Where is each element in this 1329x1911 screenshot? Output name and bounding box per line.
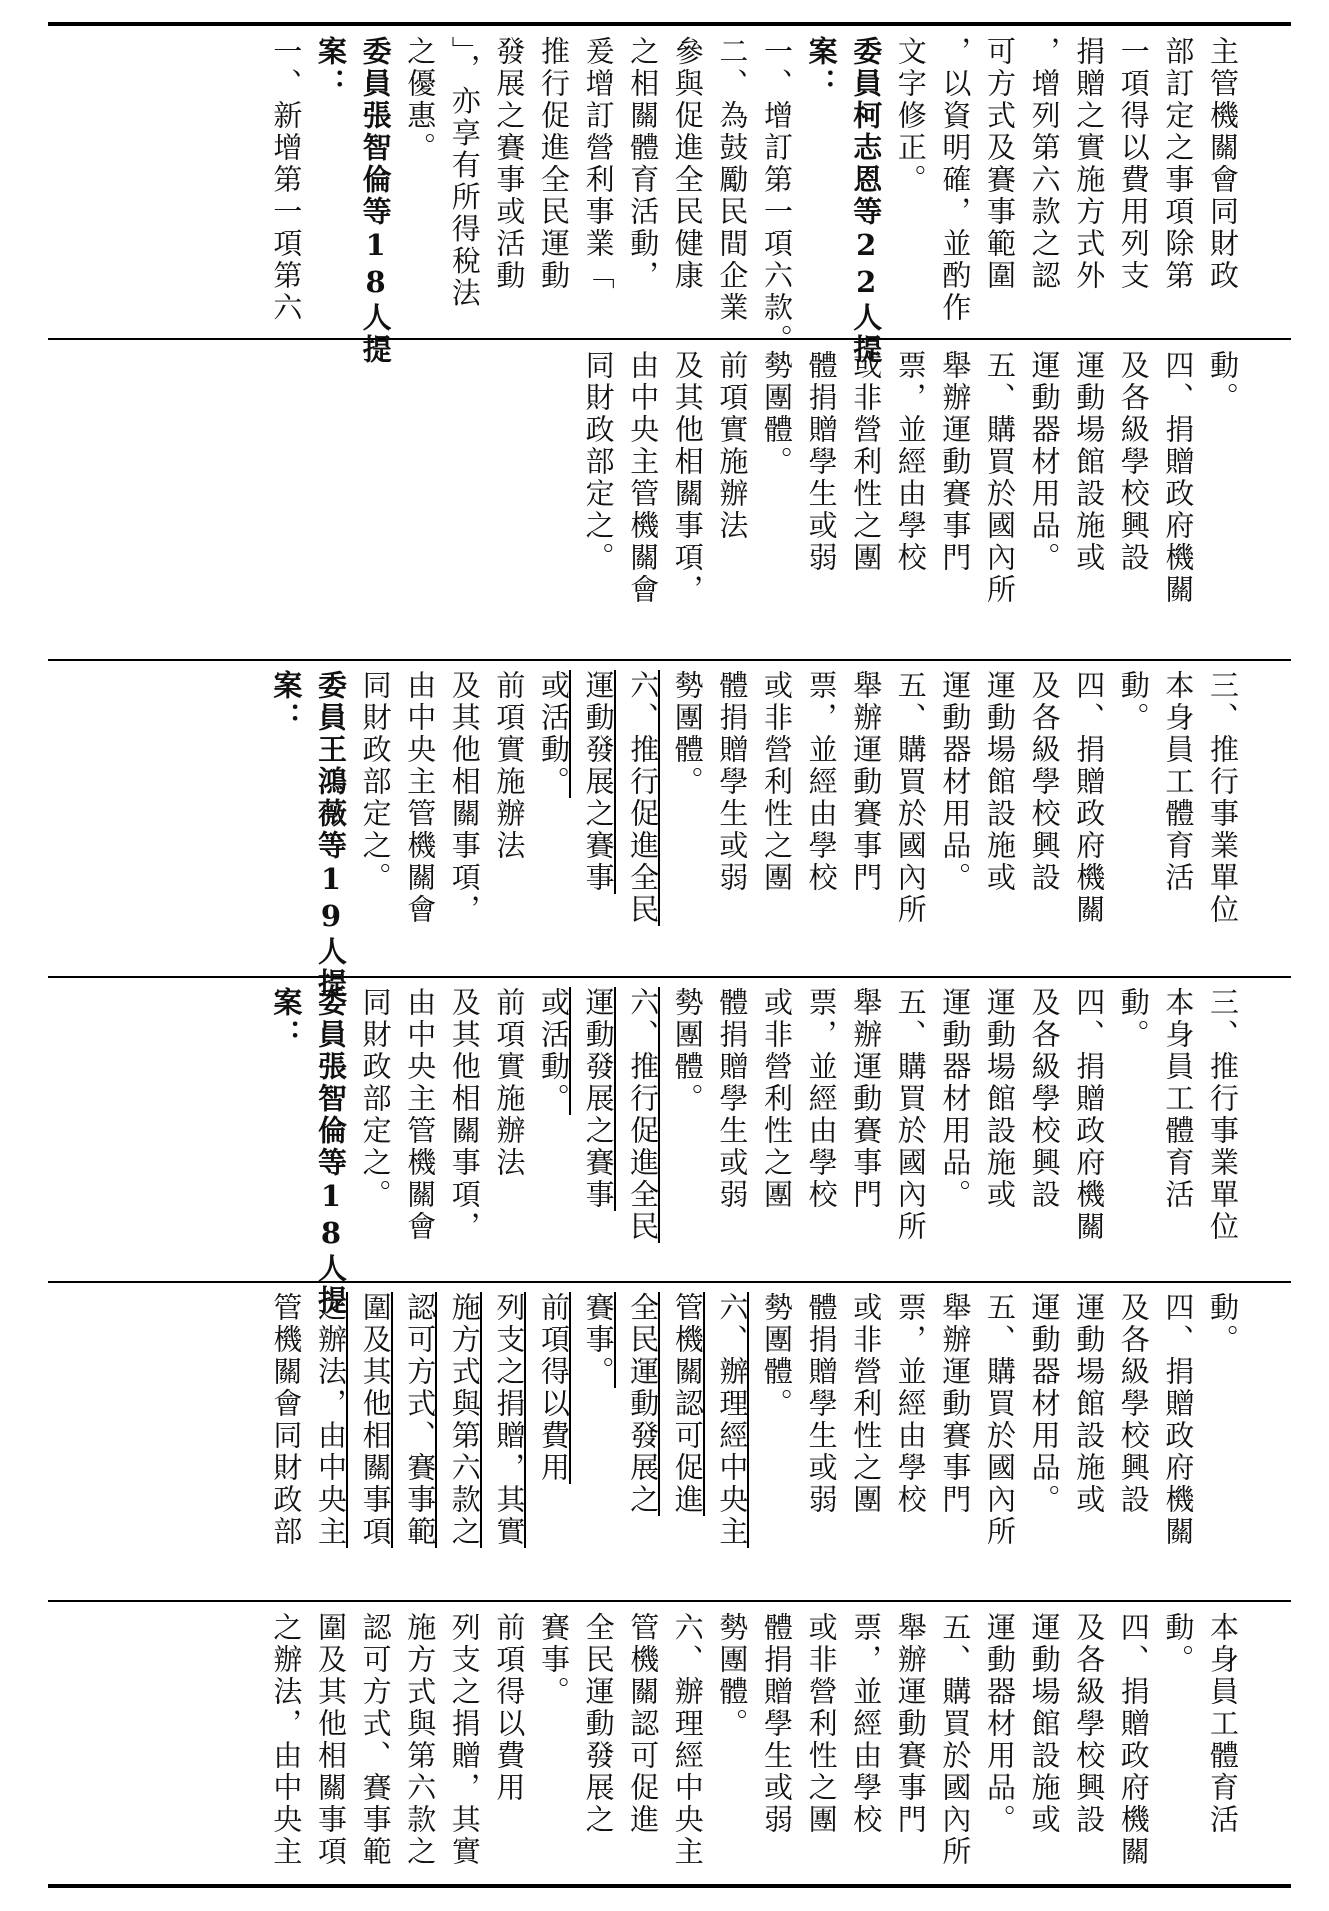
text-line: 前項實施辦法: [492, 670, 527, 862]
text-line: 運動發展之賽事: [581, 987, 616, 1211]
text-line: 動。: [1161, 1612, 1196, 1676]
text-line: 發展之賽事或活動: [492, 36, 527, 292]
proposal-heading: 案：: [269, 670, 304, 734]
text-line: 及其他相關事項，: [447, 987, 482, 1243]
text-line: 及其他相關事項，: [670, 350, 705, 606]
text-line: 或非營利性之團: [849, 350, 884, 574]
section-divider: [48, 659, 1291, 661]
text-line: 體捐贈學生或弱: [760, 1612, 794, 1836]
text-line: 施方式與第六款之: [403, 1612, 438, 1868]
proposal-heading: 委員張智倫等18人提: [314, 987, 348, 1317]
proposal-heading: 案：: [804, 36, 839, 100]
text-line: 前項得以費用: [492, 1612, 527, 1804]
text-line: 一項得以費用列支: [1116, 36, 1151, 292]
text-line: 一、新增第一項第六: [269, 36, 304, 324]
text-line: 動。: [1206, 350, 1240, 414]
text-line: 六、推行促進全民: [626, 670, 661, 926]
text-line: 勢團體。: [670, 670, 705, 798]
text-line: 全民運動發展之: [581, 1612, 616, 1836]
text-line: 本身員工體育活: [1161, 670, 1196, 894]
text-line: 圍及其他相關事項: [314, 1612, 348, 1868]
text-line: 本身員工體育活: [1206, 1612, 1240, 1836]
text-line: 舉辦運動賽事門: [849, 987, 884, 1211]
section-divider: [48, 976, 1291, 978]
text-line: 或非營利性之團: [760, 987, 794, 1211]
column-section-5: [48, 1292, 1291, 1596]
text-line: 三、推行事業單位: [1206, 670, 1240, 926]
text-line: 勢團體。: [760, 1292, 794, 1420]
text-line: 體捐贈學生或弱: [715, 987, 750, 1211]
text-line: 賽事。: [581, 1292, 616, 1388]
text-line: 票，並經由學校: [804, 987, 839, 1211]
text-line: 或非營利性之團: [849, 1292, 884, 1516]
text-line: 全民運動發展之: [626, 1292, 661, 1516]
text-line: 可方式及賽事範圍: [983, 36, 1017, 292]
section-divider: [48, 338, 1291, 340]
text-line: 運動場館設施或: [983, 670, 1017, 894]
text-line: ，以資明確，並酌作: [938, 36, 973, 324]
text-line: 運動器材用品。: [1027, 350, 1062, 574]
bottom-rule: [48, 1884, 1291, 1888]
text-line: 主管機關會同財政: [1206, 36, 1240, 292]
text-line: 前項實施辦法: [492, 987, 527, 1179]
text-line: 四、捐贈政府機關: [1161, 1292, 1196, 1548]
text-line: 票，並經由學校: [893, 350, 928, 574]
text-line: 及各級學校興設: [1027, 670, 1062, 894]
text-line: 運動場館設施或: [1072, 1292, 1107, 1516]
text-line: 舉辦運動賽事門: [938, 350, 973, 574]
column-section-1: [48, 36, 1291, 366]
text-line: 前項實施辦法: [715, 350, 750, 542]
text-line: 四、捐贈政府機關: [1116, 1612, 1151, 1868]
text-line: 六、辦理經中央主: [715, 1292, 750, 1548]
text-line: 參與促進全民健康: [670, 36, 705, 292]
text-line: 運動器材用品。: [938, 987, 973, 1211]
text-line: 之相關體育活動，: [626, 36, 661, 292]
proposal-heading: 委員柯志恩等22人提: [849, 36, 884, 366]
text-line: 及各級學校興設: [1116, 350, 1151, 574]
text-line: 舉辦運動賽事門: [849, 670, 884, 894]
text-line: 票，並經由學校: [893, 1292, 928, 1516]
text-line: 三、推行事業單位: [1206, 987, 1240, 1243]
text-line: 管機關認可促進: [670, 1292, 705, 1516]
proposal-heading: 案：: [314, 36, 348, 100]
text-line: 文字修正。: [893, 36, 928, 196]
text-line: 由中央主管機關會: [626, 350, 661, 606]
column-section-4: [48, 987, 1291, 1317]
text-line: 本身員工體育活: [1161, 987, 1196, 1211]
text-line: 或活動。: [537, 670, 571, 798]
text-line: 運動場館設施或: [1027, 1612, 1062, 1836]
text-line: 體捐贈學生或弱: [804, 350, 839, 574]
text-line: 五、購買於國內所: [983, 1292, 1017, 1548]
text-line: 及各級學校興設: [1072, 1612, 1107, 1836]
text-line: 列支之捐贈，其實: [447, 1612, 482, 1868]
text-line: 五、購買於國內所: [938, 1612, 973, 1868]
text-line: 運動場館設施或: [983, 987, 1017, 1211]
text-line: 四、捐贈政府機關: [1161, 350, 1196, 606]
text-line: 運動器材用品。: [1027, 1292, 1062, 1516]
proposal-heading: 案：: [269, 987, 304, 1051]
text-line: 部訂定之事項除第: [1161, 36, 1196, 292]
text-line: 之辦法，由中央主: [269, 1612, 304, 1868]
text-line: 運動器材用品。: [938, 670, 973, 894]
text-line: 或非營利性之團: [804, 1612, 839, 1836]
text-line: 二、為鼓勵民間企業: [715, 36, 750, 324]
text-line: 動。: [1116, 987, 1151, 1051]
top-rule: [48, 22, 1291, 26]
proposal-heading: 委員張智倫等18人提: [358, 36, 393, 366]
text-line: 認可方式、賽事範: [403, 1292, 438, 1548]
text-line: 五、購買於國內所: [893, 670, 928, 926]
text-line: 一、增訂第一項六款。: [760, 36, 794, 356]
text-line: 管機關認可促進: [626, 1612, 661, 1836]
column-section-3: [48, 670, 1291, 1000]
text-line: 舉辦運動賽事門: [938, 1292, 973, 1516]
text-line: 體捐贈學生或弱: [804, 1292, 839, 1516]
text-line: 由中央主管機關會: [403, 670, 438, 926]
text-line: 運動發展之賽事: [581, 670, 616, 894]
text-line: 」，亦享有所得稅法: [447, 36, 482, 310]
text-line: 及各級學校興設: [1116, 1292, 1151, 1516]
text-line: 列支之捐贈，其實: [492, 1292, 527, 1548]
text-line: 捐贈之實施方式外: [1072, 36, 1107, 292]
text-line: 舉辦運動賽事門: [893, 1612, 928, 1836]
text-line: 推行促進全民運動: [537, 36, 571, 292]
text-line: 勢團體。: [670, 987, 705, 1115]
text-line: 及其他相關事項，: [447, 670, 482, 926]
text-line: 五、購買於國內所: [983, 350, 1017, 606]
text-line: 同財政部定之。: [358, 987, 393, 1211]
text-line: 及各級學校興設: [1027, 987, 1062, 1211]
text-line: 運動場館設施或: [1072, 350, 1107, 574]
text-line: 六、辦理經中央主: [670, 1612, 705, 1868]
text-line: 同財政部定之。: [358, 670, 393, 894]
text-line: 票，並經由學校: [849, 1612, 884, 1836]
text-line: 動。: [1206, 1292, 1240, 1356]
text-line: 管機關會同財政部: [269, 1292, 304, 1548]
text-line: 之辦法，由中央主: [314, 1292, 348, 1548]
column-section-2: [48, 350, 1291, 655]
text-line: 運動器材用品。: [983, 1612, 1017, 1836]
text-line: 施方式與第六款之: [447, 1292, 482, 1548]
text-line: 認可方式、賽事範: [358, 1612, 393, 1868]
text-line: 同財政部定之。: [581, 350, 616, 574]
text-line: 四、捐贈政府機關: [1072, 670, 1107, 926]
text-line: ，增列第六款之認: [1027, 36, 1062, 292]
text-line: 四、捐贈政府機關: [1072, 987, 1107, 1243]
text-line: 前項得以費用: [537, 1292, 571, 1484]
text-line: 六、推行促進全民: [626, 987, 661, 1243]
text-line: 體捐贈學生或弱: [715, 670, 750, 894]
text-line: 賽事。: [537, 1612, 571, 1708]
text-line: 勢團體。: [715, 1612, 750, 1740]
text-line: 或活動。: [537, 987, 571, 1115]
section-divider: [48, 1281, 1291, 1283]
text-line: 動。: [1116, 670, 1151, 734]
text-line: 圍及其他相關事項: [358, 1292, 393, 1548]
section-divider: [48, 1600, 1291, 1602]
text-line: 勢團體。: [760, 350, 794, 478]
text-line: 由中央主管機關會: [403, 987, 438, 1243]
text-line: 票，並經由學校: [804, 670, 839, 894]
text-line: 或非營利性之團: [760, 670, 794, 894]
column-section-6: [48, 1612, 1291, 1880]
proposal-heading: 委員王鴻薇等19人提: [314, 670, 348, 1000]
text-line: 五、購買於國內所: [893, 987, 928, 1243]
text-line: 之優惠。: [403, 36, 438, 164]
text-line: 爰增訂營利事業「: [581, 36, 616, 292]
